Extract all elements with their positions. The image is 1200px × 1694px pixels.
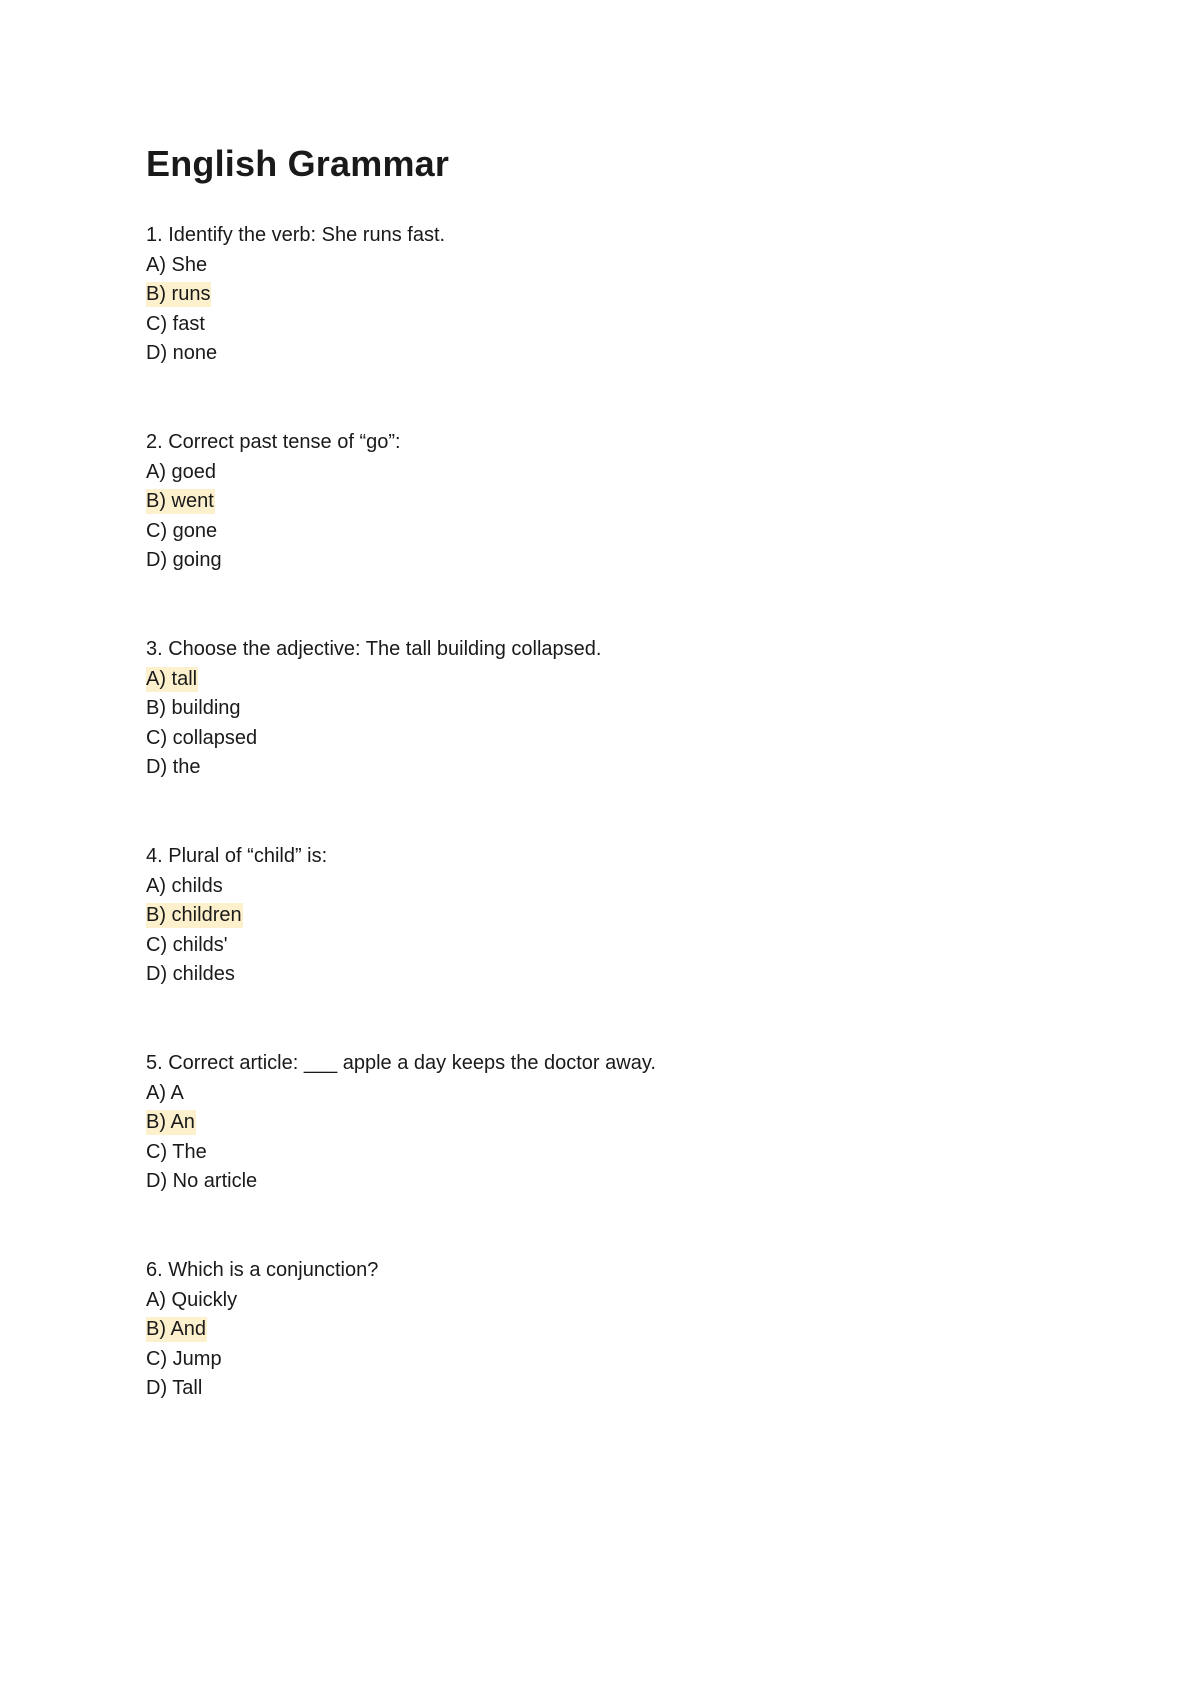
option-label: C) The bbox=[146, 1140, 207, 1163]
question-6 bbox=[146, 1256, 1046, 1404]
option-label: A) tall bbox=[146, 667, 198, 690]
question-3 bbox=[146, 635, 1046, 783]
option-d bbox=[146, 1167, 1046, 1197]
question-text: 5. Correct article: ___ apple a day keeps the doctor away. bbox=[146, 1052, 656, 1074]
question-text: 2. Correct past tense of “go”: bbox=[146, 431, 401, 453]
option-d bbox=[146, 546, 1046, 576]
question-text: 1. Identify the verb: She runs fast. bbox=[146, 224, 446, 246]
option-label: B) went bbox=[146, 490, 214, 512]
option-label: A) goed bbox=[146, 460, 217, 483]
option-c bbox=[146, 517, 1046, 547]
option-a bbox=[146, 251, 1046, 281]
option-label: C) collapsed bbox=[146, 726, 258, 749]
option-label: D) going bbox=[146, 549, 222, 571]
option-label: C) fast bbox=[146, 312, 205, 335]
question-4 bbox=[146, 842, 1046, 990]
option-c bbox=[146, 1138, 1046, 1168]
option-label: A) She bbox=[146, 253, 208, 276]
option-d bbox=[146, 753, 1046, 783]
option-b-highlighted bbox=[146, 901, 1046, 931]
option-b bbox=[146, 694, 1046, 724]
option-label: B) building bbox=[146, 697, 241, 719]
option-b-highlighted bbox=[146, 1108, 1046, 1138]
option-label: B) children bbox=[146, 904, 242, 926]
option-label: D) the bbox=[146, 756, 201, 778]
option-c bbox=[146, 931, 1046, 961]
question-1 bbox=[146, 221, 1046, 369]
option-label: B) An bbox=[146, 1111, 195, 1133]
option-a bbox=[146, 1079, 1046, 1109]
option-a-highlighted bbox=[146, 665, 1046, 695]
option-a bbox=[146, 872, 1046, 902]
option-label: D) Tall bbox=[146, 1377, 203, 1399]
question-5 bbox=[146, 1049, 1046, 1197]
option-label: A) Quickly bbox=[146, 1288, 238, 1311]
option-label: C) gone bbox=[146, 519, 218, 542]
question-text: 6. Which is a conjunction? bbox=[146, 1259, 379, 1281]
option-label: A) A bbox=[146, 1081, 184, 1104]
option-label: C) childs' bbox=[146, 933, 228, 956]
option-label: D) none bbox=[146, 342, 218, 364]
option-label: A) childs bbox=[146, 874, 223, 897]
option-label: D) No article bbox=[146, 1170, 258, 1192]
option-label: B) And bbox=[146, 1318, 207, 1340]
option-c bbox=[146, 1345, 1046, 1375]
option-a bbox=[146, 458, 1046, 488]
option-d bbox=[146, 1374, 1046, 1404]
option-b-highlighted bbox=[146, 280, 1046, 310]
option-b-highlighted bbox=[146, 1315, 1046, 1345]
option-b-highlighted bbox=[146, 487, 1046, 517]
option-c bbox=[146, 310, 1046, 340]
page-title: English Grammar bbox=[146, 143, 450, 184]
option-d bbox=[146, 339, 1046, 369]
question-2 bbox=[146, 428, 1046, 576]
option-c bbox=[146, 724, 1046, 754]
option-label: D) childes bbox=[146, 963, 235, 985]
question-text: 4. Plural of “child” is: bbox=[146, 845, 328, 867]
option-a bbox=[146, 1286, 1046, 1316]
option-label: B) runs bbox=[146, 283, 211, 305]
question-text: 3. Choose the adjective: The tall building collapsed. bbox=[146, 638, 602, 660]
option-label: C) Jump bbox=[146, 1347, 222, 1370]
option-d bbox=[146, 960, 1046, 990]
